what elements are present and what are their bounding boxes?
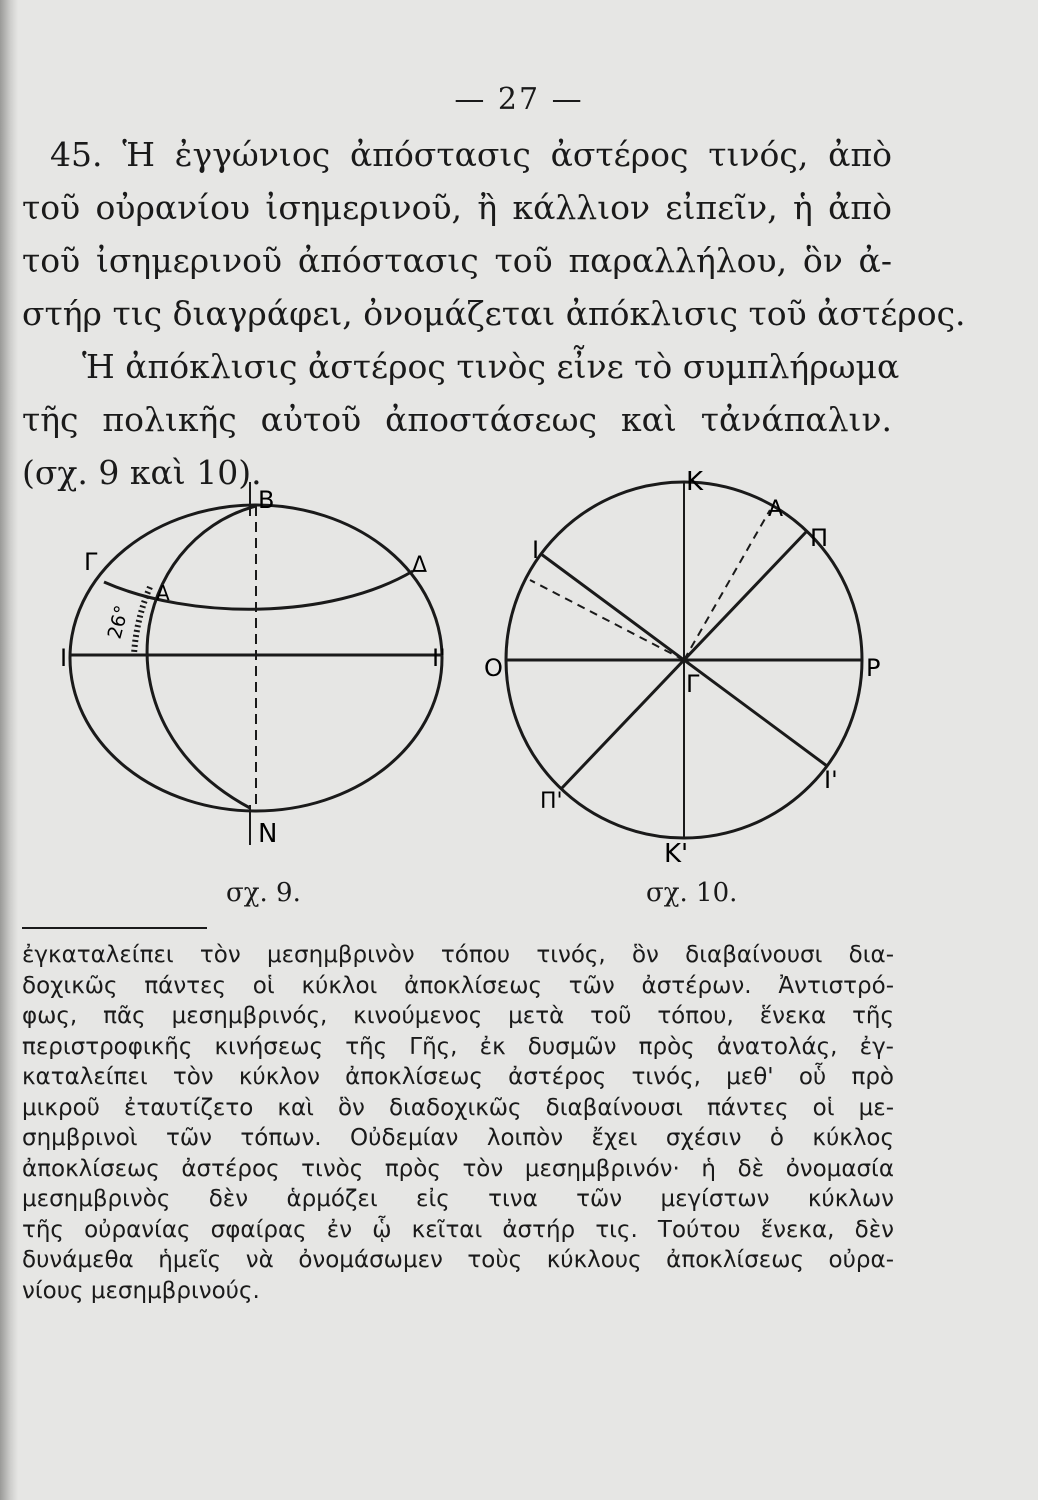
- text-line: τῆς πολικῆς αὐτοῦ ἀποστάσεως καὶ τἀνάπαλιν.: [22, 400, 892, 439]
- footnote-line: δοχικῶς πάντες οἱ κύκλοι ἀποκλίσεως τῶν ἀστέρων. Ἀντιστρό-: [22, 972, 894, 999]
- fig10-label-p2: Π': [540, 789, 563, 814]
- fig10-caption: σχ. 10.: [646, 878, 738, 908]
- fig9-label-b: B: [258, 486, 275, 514]
- fig10-label-o: O: [484, 654, 503, 682]
- figure-10: [0, 470, 1038, 910]
- section-45-text: [22, 128, 966, 499]
- fig10-label-k2: K': [664, 839, 689, 869]
- page-number: — 27 —: [454, 82, 584, 117]
- footnote-line: νίους μεσημβρινούς.: [22, 1277, 260, 1304]
- fig9-label-g: Γ: [84, 548, 98, 576]
- text-line: τοῦ οὐρανίου ἰσημερινοῦ, ἢ κάλλιον εἰπεῖν, ἡ ἀπὸ: [22, 188, 892, 227]
- footnote-line: μεσημβρινὸς δὲν ἁρμόζει εἰς τινα τῶν μεγίστων κύκλων: [22, 1186, 894, 1212]
- footnote-line: ἀποκλίσεως ἀστέρος τινὸς πρὸς τὸν μεσημβρινόν· ἡ δὲ ὀνομασία: [22, 1155, 894, 1182]
- fig10-label-g: Γ: [686, 670, 700, 698]
- footnote-line: ἐγκαταλείπει τὸν μεσημβρινὸν τόπου τινός, ὃν διαβαίνουσι δια-: [22, 942, 894, 968]
- footnote-line: σημβρινοὶ τῶν τόπων. Οὐδεμίαν λοιπὸν ἔχει σχέσιν ὁ κύκλος: [22, 1125, 894, 1151]
- fig10-dashed-i: [530, 580, 684, 660]
- fig9-label-i2: I': [432, 644, 446, 672]
- footnote-line: τῆς οὐρανίας σφαίρας ἐν ᾧ κεῖται ἀστήρ τις. Τούτου ἕνεκα, δὲν: [22, 1216, 894, 1243]
- fig10-label-k: K: [686, 470, 704, 497]
- text-line: (σχ. 9 καὶ 10).: [22, 453, 262, 492]
- fig9-caption: σχ. 9.: [226, 878, 301, 908]
- fig9-label-d: Δ: [412, 553, 428, 578]
- figures: [0, 470, 1038, 910]
- footnote-line: μικροῦ ἐταυτίζετο καὶ ὃν διαδοχικῶς διαβαίνουσι πάντες οἱ με-: [22, 1094, 894, 1121]
- fig10-label-i2: I': [824, 766, 838, 794]
- fig9-label-a: A: [156, 581, 170, 605]
- fig9-label-i: I: [60, 644, 68, 672]
- footnote-line: καταλείπει τὸν κύκλον ἀποκλίσεως ἀστέρος τινός, μεθ' οὗ πρὸ: [22, 1064, 894, 1090]
- fig10-label-a: A: [768, 497, 784, 522]
- fig10-label-r: P: [866, 654, 881, 682]
- text-line: 45. Ἡ ἐγγώνιος ἀπόστασις ἀστέρος τινός, ἀπὸ: [50, 135, 892, 174]
- footnote-line: φως, πᾶς μεσημβρινός, κινούμενος μετὰ τοῦ τόπου, ἕνεκα τῆς: [22, 1003, 894, 1029]
- footnote-line: δυνάμεθα ἡμεῖς νὰ ὀνομάσωμεν τοὺς κύκλους ἀποκλίσεως οὐρα-: [22, 1247, 894, 1273]
- text-line: στήρ τις διαγράφει, ὀνομάζεται ἀπόκλισις τοῦ ἀστέρος.: [22, 294, 966, 333]
- fig9-label-deg: 26°: [103, 603, 134, 642]
- fig10-label-p: Π: [810, 524, 829, 552]
- footnote-rule: [22, 927, 207, 929]
- fig10-label-i: I: [532, 536, 540, 564]
- text-line: τοῦ ἰσημερινοῦ ἀπόστασις τοῦ παραλλήλου, ὃν ἀ-: [22, 241, 892, 280]
- footnote: [22, 940, 894, 1306]
- fig9-label-n: N: [258, 819, 278, 849]
- footnote-line: περιστροφικῆς κινήσεως τῆς Γῆς, ἐκ δυσμῶν πρὸς ἀνατολάς, ἐγ-: [22, 1033, 894, 1060]
- text-line: Ἡ ἀπόκλισις ἀστέρος τινὸς εἶνε τὸ συμπλήρωμα: [82, 347, 900, 386]
